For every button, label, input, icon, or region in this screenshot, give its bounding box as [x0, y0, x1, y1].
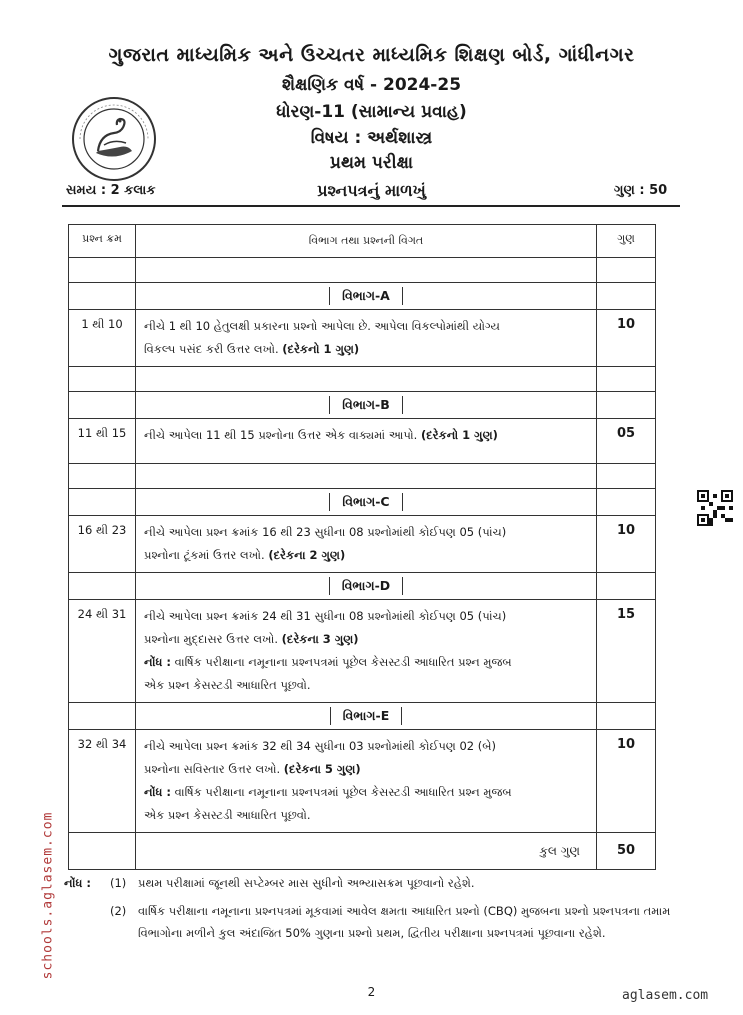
section-marks: 05	[597, 419, 656, 464]
board-name: ગુજરાત માધ્યમિક અને ઉચ્ચતર માધ્યમિક શિક્ષણ બોર્ડ, ગાંધીનગર	[108, 44, 635, 66]
note-number: (1)	[110, 876, 127, 890]
subject: વિષય : અર્થશાસ્ત્ર	[310, 128, 433, 148]
total-row	[69, 833, 656, 870]
table-header-row	[69, 225, 656, 258]
table-row	[69, 310, 656, 367]
section-label: વિભાગ-C	[329, 493, 402, 511]
side-watermark: schools.aglasem.com	[40, 811, 56, 980]
academic-year: શૈક્ષણિક વર્ષ - 2024-25	[281, 75, 462, 95]
paper-blueprint-table	[68, 224, 656, 870]
table-row	[69, 419, 656, 464]
section-marks: 10	[597, 310, 656, 367]
standard: ધોરણ-11 (સામાન્ય પ્રવાહ)	[276, 102, 467, 122]
table-row	[69, 516, 656, 573]
question-range: 24 થી 31	[69, 600, 136, 703]
section-details: નીચે આપેલા પ્રશ્ન ક્રમાંક 32 થી 34 સુધીના 03 પ્રશ્નોમાંથી કોઈપણ 02 (બે) પ્રશ્નોના સવિસ્તાર ઉત્તર લખો. (દરેકના 5 ગુણ) નોંધ : વાર્ષિક પરીક્ષાના નમૂનાના પ્રશ્નપત્રમાં પૂછેલ કેસસ્ટડી આધારિત પ્રશ્ન મુજબ એક પ્રશ્ન કેસસ્ટડી આધારિત પૂછવો.	[136, 730, 597, 833]
section-header-row	[69, 703, 656, 730]
section-header-row	[69, 283, 656, 310]
section-details: નીચે આપેલા પ્રશ્ન ક્રમાંક 16 થી 23 સુધીના 08 પ્રશ્નોમાંથી કોઈપણ 05 (પાંચ) પ્રશ્નોના ટૂંકમાં ઉત્તર લખો. (દરેકના 2 ગુણ)	[136, 516, 597, 573]
notes-key: નોંધ :	[64, 876, 91, 890]
section-marks: 10	[597, 516, 656, 573]
section-marks: 15	[597, 600, 656, 703]
page-number: 2	[367, 985, 376, 999]
total-marks: 50	[597, 833, 656, 870]
notes-section	[64, 872, 684, 944]
section-details: નીચે 1 થી 10 હેતુલક્ષી પ્રકારના પ્રશ્નો આપેલા છે. આપેલા વિકલ્પોમાંથી યોગ્ય વિકલ્પ પસંદ કરી ઉત્તર લખો. (દરેકનો 1 ગુણ)	[136, 310, 597, 367]
col-header-marks: ગુણ	[597, 225, 656, 258]
col-header-question-no: પ્રશ્ન ક્રમ	[69, 225, 136, 258]
bottom-watermark: aglasem.com	[622, 988, 709, 1003]
paper-structure-title: પ્રશ્નપત્રનું માળખું	[317, 181, 426, 200]
section-marks: 10	[597, 730, 656, 833]
question-range: 1 થી 10	[69, 310, 136, 367]
table-row	[69, 600, 656, 703]
section-label: વિભાગ-D	[329, 577, 403, 595]
section-label: વિભાગ-A	[329, 287, 403, 305]
note-text: વાર્ષિક પરીક્ષાના નમૂનાના પ્રશ્નપત્રમાં મૂકવામાં આવેલ ક્ષમતા આધારિત પ્રશ્નો (CBQ) મુજબના પ્રશ્નો પ્રશ્નપત્રના તમામ વિભાગોના મળીને કુલ અંદાજિત 50% ગુણના પ્રશ્નો પ્રથમ, દ્વિતીય પરીક્ષાના પ્રશ્નપત્રમાં પૂછવાના રહેશે.	[138, 904, 671, 940]
section-header-row	[69, 573, 656, 600]
exam-name: પ્રથમ પરીક્ષા	[329, 153, 414, 173]
note-text: પ્રથમ પરીક્ષામાં જૂનથી સપ્ટેમ્બર માસ સુધીનો અભ્યાસક્રમ પૂછવાનો રહેશે.	[138, 876, 475, 890]
section-details: નીચે આપેલા 11 થી 15 પ્રશ્નોના ઉત્તર એક વાક્યમાં આપો. (દરેકનો 1 ગુણ)	[136, 419, 597, 464]
qr-code-icon	[697, 490, 733, 526]
section-header-row	[69, 392, 656, 419]
section-header-row	[69, 489, 656, 516]
table-row	[69, 730, 656, 833]
question-range: 16 થી 23	[69, 516, 136, 573]
question-range: 32 થી 34	[69, 730, 136, 833]
section-label: વિભાગ-E	[330, 707, 403, 725]
note-item	[64, 872, 684, 894]
header-divider	[62, 205, 680, 207]
section-label: વિભાગ-B	[329, 396, 403, 414]
note-number: (2)	[110, 904, 127, 918]
exam-duration: સમય : 2 કલાક	[66, 183, 156, 198]
total-label: કુલ ગુણ	[136, 833, 597, 870]
col-header-details: વિભાગ તથા પ્રશ્નની વિગત	[136, 225, 597, 258]
total-marks-label: ગુણ : 50	[614, 183, 668, 198]
note-item	[64, 900, 684, 944]
question-range: 11 થી 15	[69, 419, 136, 464]
section-details: નીચે આપેલા પ્રશ્ન ક્રમાંક 24 થી 31 સુધીના 08 પ્રશ્નોમાંથી કોઈપણ 05 (પાંચ) પ્રશ્નોના મુદ્દાસર ઉત્તર લખો. (દરેકના 3 ગુણ) નોંધ : વાર્ષિક પરીક્ષાના નમૂનાના પ્રશ્નપત્રમાં પૂછેલ કેસસ્ટડી આધારિત પ્રશ્ન મુજબ એક પ્રશ્ન કેસસ્ટડી આધારિત પૂછવો.	[136, 600, 597, 703]
